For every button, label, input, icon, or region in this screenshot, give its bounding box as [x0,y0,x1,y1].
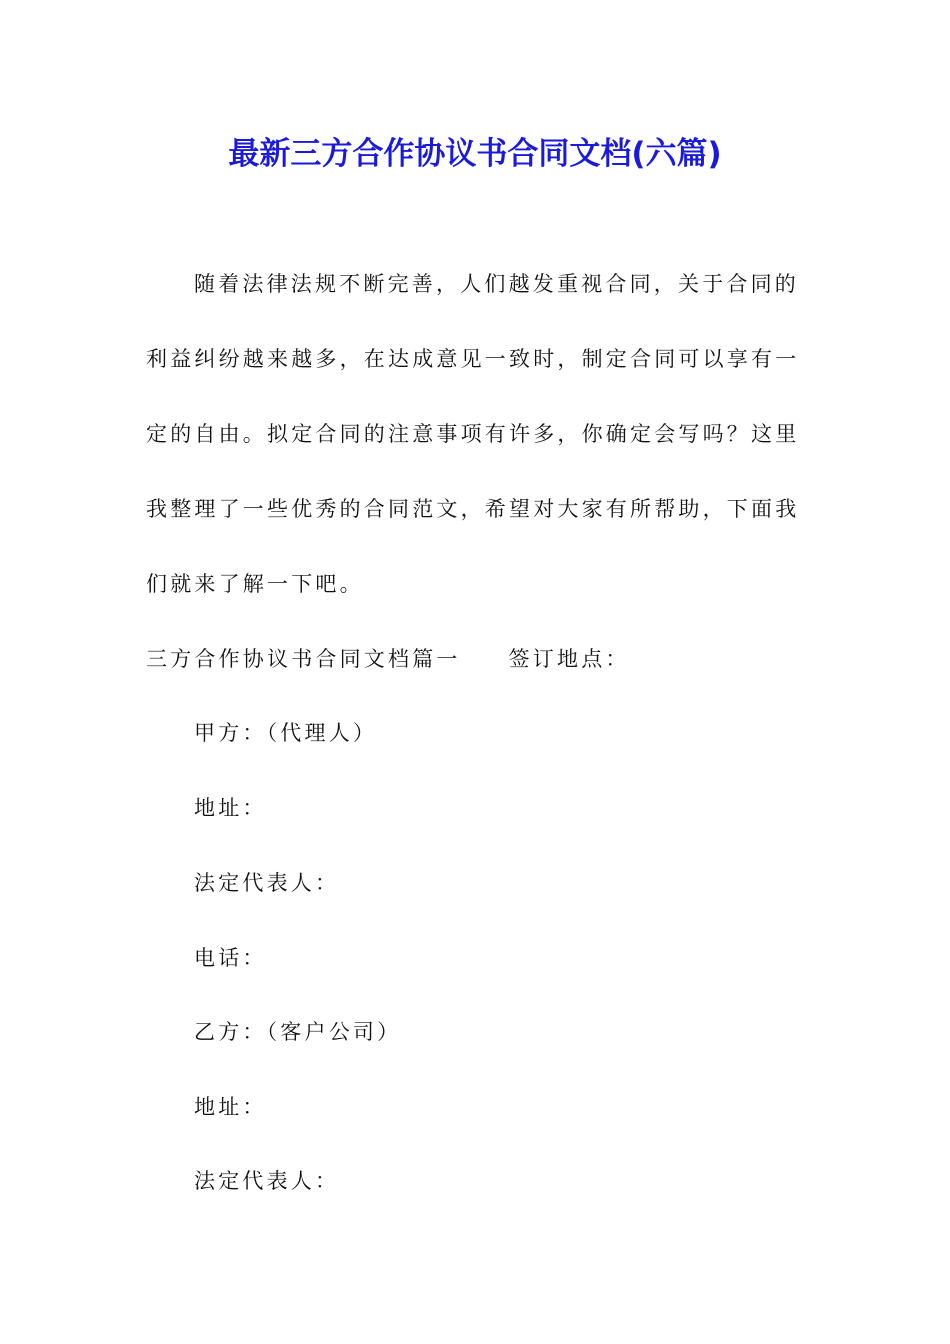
party-b-legal-rep-label: 法定代表人： [194,1169,340,1193]
intro-line-3: 定的自由。拟定合同的注意事项有许多，你确定会写吗？这里 [146,422,800,446]
party-b-label: 乙方：（客户公司） [194,1020,402,1044]
party-b-address-label: 地址： [194,1095,267,1119]
party-a-phone-label: 电话： [194,946,267,970]
party-a-legal-rep-label: 法定代表人： [194,871,340,895]
signing-place-label: 签订地点： [508,647,630,671]
section-heading-row [146,644,630,674]
intro-line-5: 们就来了解一下吧。 [146,572,364,596]
section-heading: 三方合作协议书合同文档篇一 [146,647,461,671]
intro-line-2: 利益纠纷越来越多，在达成意见一致时，制定合同可以享有一 [146,347,800,371]
intro-line-1: 随着法律法规不断完善，人们越发重视合同，关于合同的 [194,272,799,296]
document-title: 最新三方合作协议书合同文档(六篇) [228,136,722,172]
party-a-address-label: 地址： [194,796,267,820]
intro-line-4: 我整理了一些优秀的合同范文，希望对大家有所帮助，下面我 [146,497,800,521]
party-a-label: 甲方：（代理人） [194,721,378,745]
